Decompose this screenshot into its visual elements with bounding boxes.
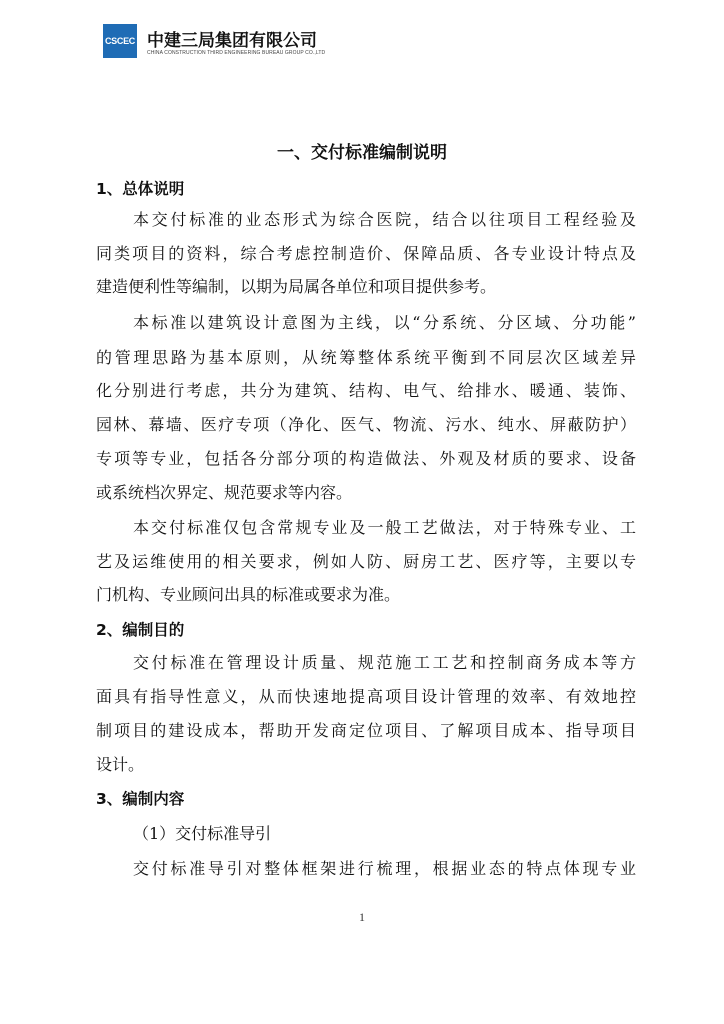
paragraph-line: 本交付标准仅包含常规专业及一般工艺做法，对于特殊专业、工 [133, 518, 636, 537]
paragraph-line: 门机构、专业顾问出具的标准或要求为准。 [96, 585, 401, 604]
paragraph-line: 本交付标准的业态形式为综合医院，结合以往项目工程经验及 [133, 210, 636, 229]
paragraph-line: 的管理思路为基本原则，从统筹整体系统平衡到不同层次区域差异 [96, 348, 636, 367]
document-title: 一、交付标准编制说明 [277, 143, 447, 163]
paragraph-line: 专项等专业，包括各分部分项的构造做法、外观及材质的要求、设备 [96, 449, 636, 468]
section-heading: 2、编制目的 [96, 621, 185, 639]
paragraph-line: 化分别进行考虑，共分为建筑、结构、电气、给排水、暖通、装饰、 [96, 381, 636, 400]
paragraph-line: 面具有指导性意义，从而快速地提高项目设计管理的效率、有效地控 [96, 687, 636, 706]
paragraph-line: 本标准以建筑设计意图为主线，以“分系统、分区域、分功能” [133, 313, 636, 332]
paragraph-line: 交付标准在管理设计质量、规范施工工艺和控制商务成本等方 [133, 653, 636, 672]
paragraph-line: 交付标准导引对整体框架进行梳理，根据业态的特点体现专业 [133, 859, 636, 878]
company-logo: CSCEC [103, 24, 137, 58]
paragraph-line: 或系统档次界定、规范要求等内容。 [96, 483, 353, 502]
page-number: 1 [359, 910, 365, 924]
subheading: （1）交付标准导引 [133, 824, 272, 843]
section-heading: 1、总体说明 [96, 180, 185, 198]
section-heading: 3、编制内容 [96, 790, 185, 808]
paragraph-line: 艺及运维使用的相关要求，例如人防、厨房工艺、医疗等，主要以专 [96, 552, 636, 571]
paragraph-line: 制项目的建设成本，帮助开发商定位项目、了解项目成本、指导项目 [96, 721, 636, 740]
paragraph-line: 同类项目的资料，综合考虑控制造价、保障品质、各专业设计特点及 [96, 244, 636, 263]
company-name-cn: 中建三局集团有限公司 [147, 31, 317, 51]
paragraph-line: 设计。 [96, 755, 145, 774]
paragraph-line: 建造便利性等编制，以期为局属各单位和项目提供参考。 [96, 277, 497, 296]
company-name-en: CHINA CONSTRUCTION THIRD ENGINEERING BUREAU GROUP CO.,LTD [147, 50, 326, 56]
paragraph-line: 园林、幕墙、医疗专项（净化、医气、物流、污水、纯水、屏蔽防护） [96, 415, 636, 434]
